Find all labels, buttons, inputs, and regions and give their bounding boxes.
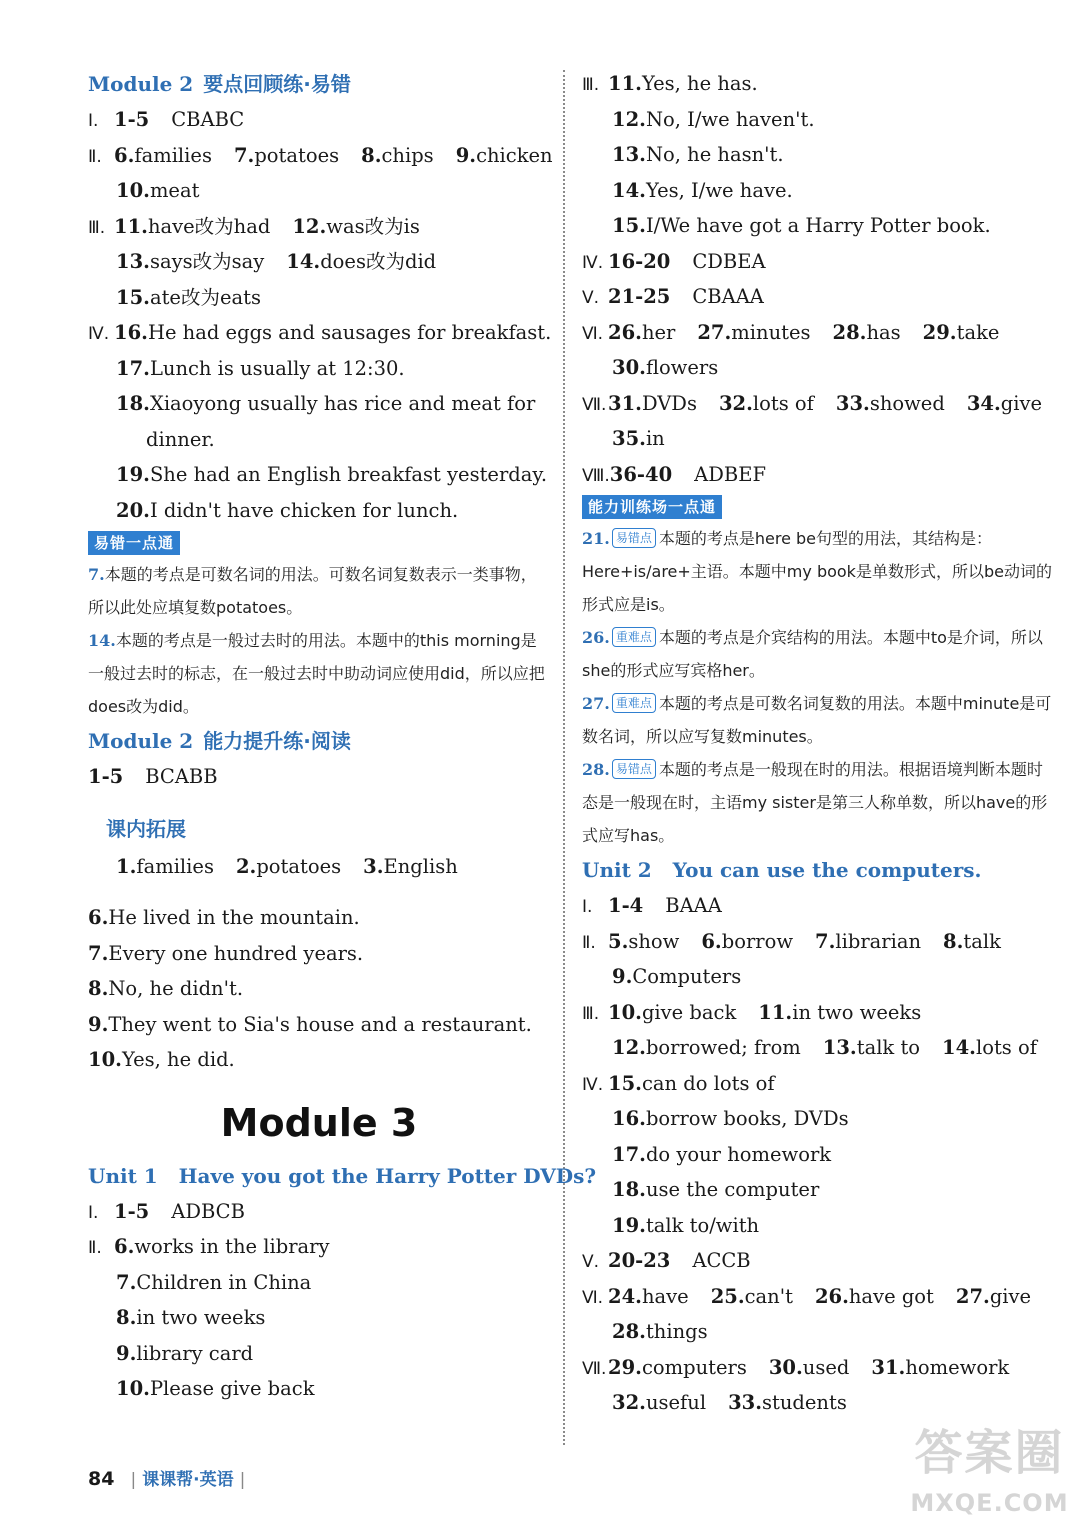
answer-text: They went to Sia's house and a restaurant. xyxy=(108,1012,532,1036)
answer-text: No, he hasn't. xyxy=(645,143,784,166)
answer-text: Yes, he did. xyxy=(121,1048,235,1071)
answer-number: 35. xyxy=(612,427,646,450)
answer-text: things xyxy=(645,1320,708,1343)
answer-text: works in the library xyxy=(134,1235,330,1258)
book-title: 课课帮·英语 xyxy=(142,1470,234,1490)
answer-number: 30. xyxy=(768,1355,803,1379)
answer-text: ADBEF xyxy=(694,462,766,486)
answer-text: borrowed; from xyxy=(645,1036,801,1059)
answer-text: use the computer xyxy=(645,1178,820,1201)
answer-text: lots of xyxy=(752,391,814,415)
roman-numeral: Ⅱ. xyxy=(88,146,102,167)
answer-line xyxy=(88,422,550,458)
roman-numeral: Ⅳ. xyxy=(582,252,604,273)
answer-number: 16. xyxy=(114,321,148,344)
answer-line xyxy=(582,315,1052,351)
roman-numeral: Ⅲ. xyxy=(582,1003,600,1024)
answer-text: in xyxy=(645,427,665,450)
answer-line xyxy=(582,1243,1052,1279)
answer-text: Yes, he has. xyxy=(641,72,758,95)
roman-numeral: Ⅴ. xyxy=(582,1252,600,1272)
answer-line xyxy=(88,102,550,138)
answer-text: potatoes xyxy=(256,854,342,878)
answer-number: 8. xyxy=(116,1306,137,1329)
answer-line xyxy=(582,1279,1052,1315)
answer-text: ADBCB xyxy=(171,1199,245,1223)
answer-line xyxy=(582,924,1052,960)
answer-text: BCABB xyxy=(145,765,218,788)
answer-text: have xyxy=(641,1284,689,1308)
answer-number: 29. xyxy=(608,1355,642,1379)
answer-number: 28. xyxy=(832,320,867,344)
answer-number: 26. xyxy=(814,1284,849,1308)
answer-text: show xyxy=(628,929,680,953)
answer-number: 1-5 xyxy=(114,1199,150,1223)
answer-text: librarian xyxy=(835,929,922,953)
roman-numeral: Ⅳ. xyxy=(582,1074,604,1095)
answer-number: 21-25 xyxy=(608,285,671,308)
note-tag: 易错点 xyxy=(612,759,656,779)
module-label: Module 2 xyxy=(88,72,194,96)
section-heading-module2-review xyxy=(88,66,550,102)
answer-line xyxy=(582,1350,1052,1386)
answer-line xyxy=(88,280,550,316)
answer-line xyxy=(582,102,1052,138)
answer-text: give xyxy=(989,1284,1032,1308)
answer-number: 9. xyxy=(455,143,477,167)
answer-number: 15. xyxy=(116,285,150,309)
answer-text: potatoes xyxy=(254,143,340,167)
section-heading-unit1 xyxy=(88,1158,597,1194)
answer-number: 25. xyxy=(710,1284,745,1308)
roman-numeral: Ⅳ. xyxy=(88,324,110,344)
answer-number: 14. xyxy=(286,250,321,273)
answer-number: 12. xyxy=(292,214,327,238)
answer-text: useful xyxy=(645,1391,707,1414)
answer-text: Yes, I/we have. xyxy=(645,178,793,202)
answer-line xyxy=(582,959,1052,995)
answer-number: 8. xyxy=(943,929,964,953)
answer-text: chicken xyxy=(476,143,553,167)
note-tag: 重难点 xyxy=(612,627,656,647)
answer-block-unit2 xyxy=(582,888,1052,1421)
answer-line xyxy=(582,1030,1052,1066)
answer-text: her xyxy=(641,320,676,344)
note-number: 27. xyxy=(582,694,610,713)
module-label: Module 2 xyxy=(88,729,194,753)
answer-text: talk to/with xyxy=(645,1213,760,1237)
answer-number: 17. xyxy=(116,356,150,380)
unit-title: Unit 2 You can use the computers. xyxy=(582,858,982,882)
answer-text: do your homework xyxy=(645,1142,832,1166)
answer-text: give xyxy=(1000,391,1043,415)
note-tag: 易错点 xyxy=(612,528,656,548)
explanation-note xyxy=(582,687,1052,753)
badge-ability-training: 能力训练场一点通 xyxy=(582,495,722,519)
answer-number: 1-5 xyxy=(88,765,124,788)
answer-line xyxy=(582,279,1052,315)
answer-line xyxy=(88,493,550,529)
answer-number: 7. xyxy=(88,941,109,965)
answer-text: can do lots of xyxy=(641,1071,775,1095)
answer-number: 20. xyxy=(116,498,150,522)
roman-numeral: Ⅵ. xyxy=(582,323,604,344)
explanation-notes xyxy=(582,522,1052,852)
answer-line xyxy=(88,900,550,936)
answer-number: 10. xyxy=(88,1048,122,1071)
roman-numeral: Ⅲ. xyxy=(88,217,106,238)
answer-number: 18. xyxy=(116,392,150,415)
answer-line xyxy=(582,350,1052,386)
answer-number: 6. xyxy=(114,143,135,167)
answer-line xyxy=(582,137,1052,173)
answer-text: chips xyxy=(381,143,434,167)
answer-text: says改为say xyxy=(149,250,265,273)
note-text: 本题的考点是一般现在时的用法。根据语境判断本题时态是一般现在时，主语my sister是第三人称单数，所以have的形式应写has。 xyxy=(582,760,1048,845)
answer-number: 9. xyxy=(612,965,633,988)
answer-number: 19. xyxy=(612,1213,646,1237)
roman-numeral: Ⅲ. xyxy=(582,75,600,95)
explanation-note xyxy=(88,558,550,624)
answer-text: CBABC xyxy=(171,108,245,131)
answer-text: has xyxy=(866,320,901,344)
answer-line xyxy=(88,1265,550,1301)
answer-text: CBAAA xyxy=(692,285,764,308)
note-number: 14. xyxy=(88,631,116,650)
answer-text: dinner. xyxy=(146,427,215,451)
watermark-sub: MXQE.COM xyxy=(910,1489,1069,1517)
answer-block-unit1-continued xyxy=(582,66,1052,492)
note-text: 本题的考点是可数名词的用法。可数名词复数表示一类事物，所以此处应填复数potatoes。 xyxy=(88,565,537,617)
answer-line xyxy=(582,173,1052,209)
answer-number: 7. xyxy=(815,929,836,953)
answer-line xyxy=(88,209,550,245)
note-text: 本题的考点是here be句型的用法，其结构是：Here+is/are+主语。本题中my book是单数形式，所以be动词的形式应是is。 xyxy=(582,529,1052,614)
note-number: 21. xyxy=(582,529,610,548)
answer-text: showed xyxy=(869,391,945,415)
answer-number: 33. xyxy=(728,1391,762,1414)
answer-text: borrow books, DVDs xyxy=(645,1107,849,1130)
roman-numeral: Ⅱ. xyxy=(88,1238,102,1258)
answer-number: 16. xyxy=(612,1107,646,1130)
answer-line xyxy=(582,421,1052,457)
answer-number: 27. xyxy=(955,1284,990,1308)
answer-text: ate改为eats xyxy=(149,285,261,309)
answer-number: 6. xyxy=(701,929,722,953)
answer-line xyxy=(88,1229,550,1265)
note-number: 28. xyxy=(582,760,610,779)
subheading-extension: 课内拓展 xyxy=(106,816,186,841)
answer-line xyxy=(88,351,550,387)
answer-number: 31. xyxy=(871,1355,906,1379)
answer-text: He had eggs and sausages for breakfast. xyxy=(147,321,552,344)
roman-numeral: Ⅴ. xyxy=(582,288,600,308)
roman-numeral: Ⅰ. xyxy=(582,897,593,917)
answer-number: 9. xyxy=(116,1341,137,1365)
answer-line xyxy=(582,208,1052,244)
explanation-note xyxy=(582,753,1052,852)
answer-text: I didn't have chicken for lunch. xyxy=(149,498,459,522)
note-number: 26. xyxy=(582,628,610,647)
answer-number: 16-20 xyxy=(608,249,671,273)
answer-text: borrow xyxy=(721,929,794,953)
answer-text: She had an English breakfast yesterday. xyxy=(149,463,548,486)
answer-text: DVDs xyxy=(641,391,697,415)
answer-number: 36-40 xyxy=(609,462,673,486)
answer-number: 1-5 xyxy=(114,108,150,131)
answer-number: 24. xyxy=(608,1284,642,1308)
answer-line xyxy=(582,386,1052,422)
roman-numeral: Ⅶ. xyxy=(582,394,607,415)
answer-text: was改为is xyxy=(326,214,420,238)
module3-title: Module 3 xyxy=(220,1100,418,1145)
answer-line xyxy=(88,386,550,422)
answer-text: minutes xyxy=(731,320,811,344)
answer-text: Lunch is usually at 12:30. xyxy=(149,356,405,380)
answer-line xyxy=(582,457,1052,493)
answer-text: have got xyxy=(848,1284,934,1308)
answer-number: 7. xyxy=(233,143,255,167)
watermark-main: 答案圈 xyxy=(914,1425,1065,1481)
answer-number: 33. xyxy=(835,391,870,415)
answer-text: used xyxy=(802,1355,850,1379)
note-text: 本题的考点是一般过去时的用法。本题中的this morning是一般过去时的标志，在一般过去时中助动词应使用did，所以应把does改为did。 xyxy=(88,631,545,716)
answer-line xyxy=(88,457,550,493)
answer-text: homework xyxy=(905,1355,1010,1379)
answer-line xyxy=(582,995,1052,1031)
answer-text: lots of xyxy=(975,1036,1037,1059)
answer-text: library card xyxy=(136,1341,254,1365)
badge-easy-mistakes: 易错一点通 xyxy=(88,531,180,555)
note-text: 本题的考点是可数名词复数的用法。本题中minute是可数名词，所以应写复数minutes。 xyxy=(582,694,1052,746)
answer-text: Children in China xyxy=(136,1270,312,1294)
answer-number: 11. xyxy=(758,1000,793,1024)
answer-line xyxy=(88,1042,550,1078)
answer-text: Please give back xyxy=(149,1377,315,1400)
answer-text: families xyxy=(136,854,214,878)
answer-text: flowers xyxy=(645,356,719,379)
answer-number: 26. xyxy=(608,320,642,344)
answer-number: 31. xyxy=(608,391,642,415)
answer-line xyxy=(88,1194,550,1230)
answer-number: 12. xyxy=(612,107,646,131)
answer-number: 10. xyxy=(116,179,150,202)
answer-number: 13. xyxy=(612,143,646,166)
answer-text: Every one hundred years. xyxy=(108,941,364,965)
answer-text: does改为did xyxy=(320,250,437,273)
section-title: 能力提升练·阅读 xyxy=(203,729,351,753)
answer-line xyxy=(88,244,550,280)
answer-text: He lived in the mountain. xyxy=(108,906,360,929)
answer-number: 13. xyxy=(116,250,150,273)
answer-number: 27. xyxy=(697,320,732,344)
answer-line xyxy=(582,66,1052,102)
unit-title: Unit 1 Have you got the Harry Potter DVDs? xyxy=(88,1163,597,1188)
answer-number: 14. xyxy=(942,1036,976,1059)
answer-number: 12. xyxy=(612,1036,646,1059)
answer-number: 1-4 xyxy=(608,894,644,917)
answer-line xyxy=(88,1300,550,1336)
answer-text: in two weeks xyxy=(792,1000,922,1024)
answer-number: 3. xyxy=(363,854,384,878)
roman-numeral: Ⅰ. xyxy=(88,111,99,131)
answer-number: 9. xyxy=(88,1012,109,1036)
answer-number: 7. xyxy=(116,1270,137,1294)
answer-block-unit1 xyxy=(88,1194,550,1407)
answer-number: 17. xyxy=(612,1142,646,1166)
answer-number: 13. xyxy=(822,1036,857,1059)
answer-number: 8. xyxy=(361,143,382,167)
answer-text: have改为had xyxy=(147,214,271,238)
answer-number: 5. xyxy=(608,929,629,953)
roman-numeral: Ⅷ. xyxy=(582,465,610,486)
answer-text: families xyxy=(134,143,212,167)
answer-line xyxy=(88,1371,550,1407)
roman-numeral: Ⅶ. xyxy=(582,1358,607,1379)
answer-text: talk xyxy=(963,929,1001,953)
answer-number: 1. xyxy=(116,854,137,878)
answer-line xyxy=(582,1137,1052,1173)
answer-line xyxy=(582,1101,1052,1137)
answer-number: 20-23 xyxy=(608,1249,671,1272)
answer-number: 19. xyxy=(116,463,150,486)
answer-line xyxy=(582,1208,1052,1244)
explanation-note xyxy=(582,621,1052,687)
column-divider xyxy=(563,70,565,1445)
answer-text: take xyxy=(956,320,1000,344)
answer-number: 6. xyxy=(114,1235,135,1258)
answer-number: 10. xyxy=(608,1000,642,1024)
roman-numeral: Ⅵ. xyxy=(582,1287,604,1308)
page-footer: 84 | 课课帮·英语 | xyxy=(88,1468,246,1490)
roman-numeral: Ⅱ. xyxy=(582,932,596,953)
answer-number: 28. xyxy=(612,1320,646,1343)
answer-line xyxy=(88,971,550,1007)
answer-number: 29. xyxy=(922,320,957,344)
answer-number: 15. xyxy=(608,1071,642,1095)
answer-number: 32. xyxy=(612,1391,646,1414)
answer-line xyxy=(582,1172,1052,1208)
right-column xyxy=(582,66,1052,1421)
answer-text: English xyxy=(383,854,458,878)
answer-text: computers xyxy=(641,1355,747,1379)
answer-text: can't xyxy=(744,1284,793,1308)
answer-number: 2. xyxy=(235,854,257,878)
answer-text: in two weeks xyxy=(136,1306,266,1329)
answer-number: 15. xyxy=(612,214,646,237)
answer-number: 6. xyxy=(88,906,109,929)
roman-numeral: Ⅰ. xyxy=(88,1202,99,1223)
answer-number: 14. xyxy=(612,178,646,202)
watermark-logo xyxy=(902,1420,1077,1532)
answer-block-module2-review xyxy=(88,102,553,528)
answer-number: 32. xyxy=(718,391,753,415)
section-title: 要点回顾练·易错 xyxy=(203,72,351,96)
answer-number: 34. xyxy=(966,391,1001,415)
answer-text: meat xyxy=(149,179,200,202)
answer-line xyxy=(88,138,553,174)
answer-text: Xiaoyong usually has rice and meat for xyxy=(149,392,536,415)
section-heading-module2-reading xyxy=(88,723,550,759)
answer-line xyxy=(582,244,1052,280)
explanation-note xyxy=(582,522,1052,621)
answer-line xyxy=(88,315,550,351)
section-heading-unit2 xyxy=(582,852,1052,888)
answer-number: 18. xyxy=(612,1178,646,1201)
answer-text: No, I/we haven't. xyxy=(645,107,815,131)
answer-line xyxy=(88,936,550,972)
answer-number: 8. xyxy=(88,977,109,1000)
answer-text: I/We have got a Harry Potter book. xyxy=(645,214,991,237)
answer-number: 30. xyxy=(612,356,646,379)
answer-number: 11. xyxy=(608,72,642,95)
answer-line xyxy=(88,173,550,209)
answer-number: 11. xyxy=(114,214,148,238)
answer-line xyxy=(88,1007,550,1043)
answer-text: ACCB xyxy=(692,1249,751,1272)
explanation-note xyxy=(88,624,550,723)
answer-text: students xyxy=(762,1391,847,1414)
answer-text: CDBEA xyxy=(692,249,766,273)
answer-line xyxy=(88,1336,550,1372)
page-number: 84 xyxy=(88,1468,115,1490)
answer-block-qa xyxy=(88,900,550,1078)
note-tag: 重难点 xyxy=(612,693,656,713)
answer-number: 10. xyxy=(116,1377,150,1400)
note-text: 本题的考点是介宾结构的用法。本题中to是介词，所以she的形式应写宾格her。 xyxy=(582,628,1043,680)
explanation-notes xyxy=(88,558,550,723)
answer-line xyxy=(582,1385,1052,1421)
answer-text: talk to xyxy=(856,1036,921,1059)
note-number: 7. xyxy=(88,565,105,584)
answer-text: No, he didn't. xyxy=(108,977,244,1000)
answer-line xyxy=(88,849,550,885)
answer-text: give back xyxy=(641,1000,737,1024)
answer-text: Computers xyxy=(632,965,742,988)
answer-line xyxy=(582,1066,1052,1102)
answer-text: BAAA xyxy=(665,894,722,917)
answer-line xyxy=(582,1314,1052,1350)
answer-line xyxy=(88,759,550,795)
answer-line xyxy=(582,888,1052,924)
